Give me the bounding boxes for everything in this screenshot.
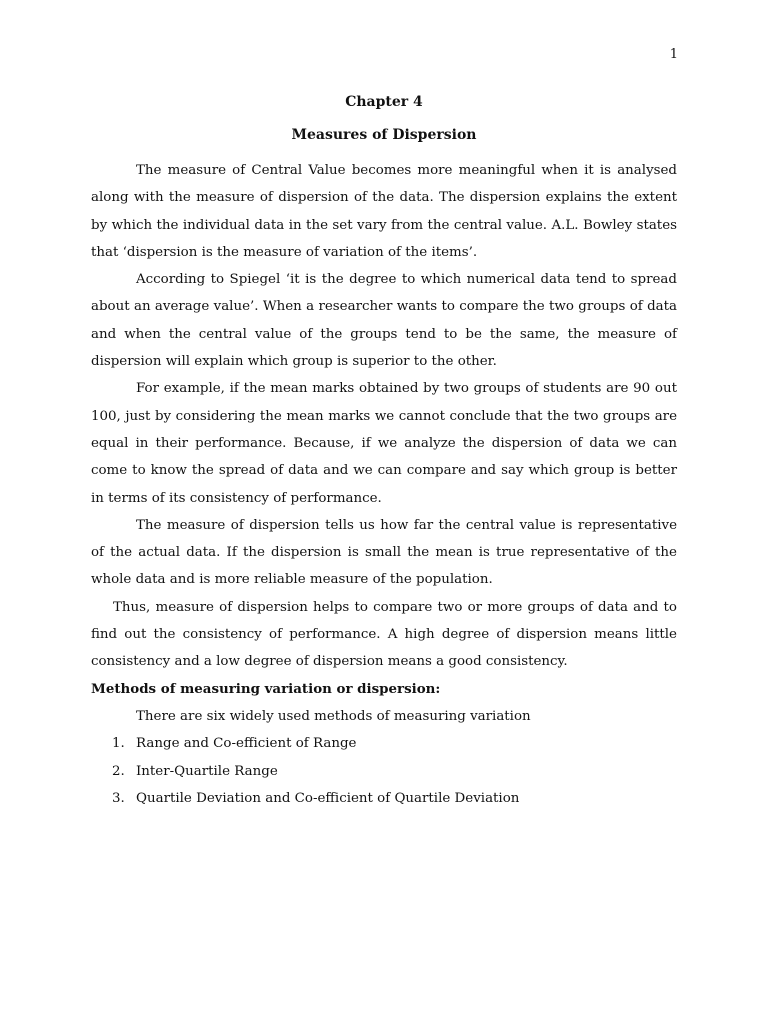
list-item-number: 3. bbox=[112, 790, 125, 806]
methods-intro: There are six widely used methods of measuring variation bbox=[136, 708, 531, 724]
list-item bbox=[91, 758, 677, 785]
paragraph-2: According to Spiegel ‘it is the degree to which numerical data tend to spread about an average value’. When a researcher wants to compare the two groups of data and when the central value of the groups tend to be the same, the measure of dispersion will explain which group is superior to the other. bbox=[91, 272, 677, 370]
methods-heading: Methods of measuring variation or dispersion: bbox=[91, 680, 441, 697]
chapter-heading: Chapter 4 bbox=[345, 94, 423, 110]
list-item-text: Range and Co-efficient of Range bbox=[136, 736, 357, 752]
page-title: Measures of Dispersion bbox=[291, 127, 477, 143]
list-item-number: 2. bbox=[112, 763, 125, 779]
page-number: 1 bbox=[669, 47, 678, 62]
paragraph-4: The measure of dispersion tells us how far the central value is representative of the actual data. If the dispersion is small the mean is true representative of the whole data and is more reliable measure of the population. bbox=[91, 517, 677, 588]
list-item-text: Quartile Deviation and Co-efficient of Quartile Deviation bbox=[136, 790, 520, 806]
list-item bbox=[91, 785, 677, 812]
list-item bbox=[91, 730, 677, 757]
paragraph-5: Thus, measure of dispersion helps to compare two or more groups of data and to find out the consistency of performance. A high degree of dispersion means little consistency and a low degree of dispersion means a good consistency. bbox=[91, 599, 677, 670]
paragraph-3: For example, if the mean marks obtained by two groups of students are 90 out 100, just by considering the mean marks we cannot conclude that the two groups are equal in their performance. Because, if we analyze the dispersion of data we can come to know the spread of data and we can compare and say which group is better in terms of its consistency of performance. bbox=[91, 381, 677, 506]
paragraph-1: The measure of Central Value becomes more meaningful when it is analysed along with the measure of dispersion of the data. The dispersion explains the extent by which the individual data in the set vary from the central value. A.L. Bowley states that ‘dispersion is the measure of variation of the items’. bbox=[91, 163, 677, 260]
list-item-number: 1. bbox=[112, 736, 125, 752]
list-item-text: Inter-Quartile Range bbox=[136, 763, 278, 779]
methods-list bbox=[91, 730, 677, 812]
document-body bbox=[91, 157, 677, 812]
